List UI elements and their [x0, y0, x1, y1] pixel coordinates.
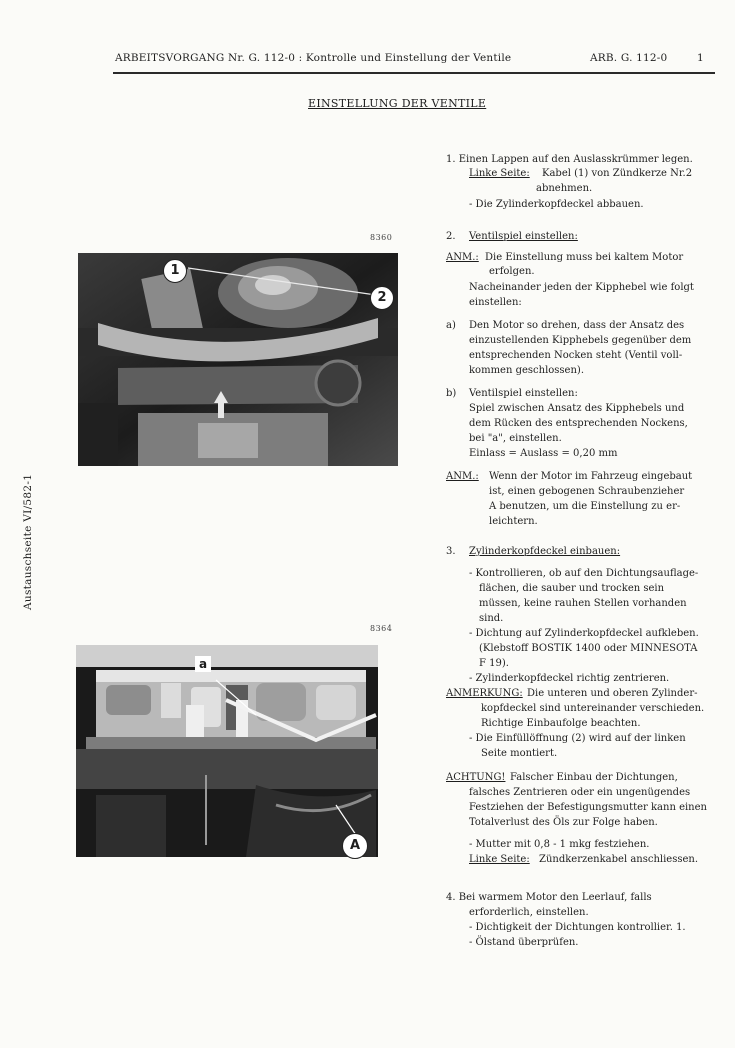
- text-line: flächen, die sauber und trocken sein: [479, 583, 665, 594]
- callout-a: a: [195, 656, 211, 672]
- anmerkung-label: ANMERKUNG:: [446, 688, 523, 699]
- text-line: einzustellenden Kipphebels gegenüber dem: [469, 335, 692, 346]
- callout-1: 1: [163, 259, 187, 283]
- clearance-value: Einlass = Auslass = 0,20 mm: [469, 448, 618, 459]
- text-line: erforderlich, einstellen.: [469, 907, 589, 918]
- text-line: kommen geschlossen).: [469, 365, 584, 376]
- text-line: Die Einstellung muss bei kaltem Motor: [485, 252, 684, 263]
- anm-label-1: ANM.:: [446, 252, 479, 263]
- text-line: Die unteren und oberen Zylinder-: [527, 688, 698, 699]
- label-linke-seite-1: Linke Seite:: [469, 168, 530, 179]
- text-line: Ventilspiel einstellen:: [469, 388, 578, 399]
- figure-ref-8360: 8360: [370, 233, 393, 242]
- text-line: Totalverlust des Öls zur Folge haben.: [469, 817, 658, 828]
- text-line: kopfdeckel sind untereinander verschieden.: [481, 703, 705, 714]
- text-line: Nacheinander jeden der Kipphebel wie folgt: [469, 282, 694, 293]
- step-1: 1. Einen Lappen auf den Auslasskrümmer legen.: [446, 154, 693, 165]
- step-2-number: 2.: [446, 231, 456, 242]
- text-line: Festziehen der Befestigungsmutter kann einen: [469, 802, 707, 813]
- text-line: A benutzen, um die Einstellung zu er-: [489, 501, 681, 512]
- text-line: dem Rücken des entsprechenden Nockens,: [469, 418, 688, 429]
- text-line: F 19).: [479, 658, 509, 669]
- page-number: 1: [697, 52, 704, 64]
- text-line: Wenn der Motor im Fahrzeug eingebaut: [489, 471, 693, 482]
- text-line: - Dichtigkeit der Dichtungen kontrollier. 1.: [469, 922, 686, 933]
- callout-A: A: [342, 833, 368, 859]
- header-code: ARB. G. 112-0: [590, 52, 668, 64]
- item-b-marker: b): [446, 388, 457, 399]
- text-line: Kabel (1) von Zündkerze Nr.2: [542, 168, 693, 179]
- text-line: sind.: [479, 613, 504, 624]
- step-3-number: 3.: [446, 546, 456, 557]
- text-line: erfolgen.: [489, 266, 535, 277]
- achtung-label: ACHTUNG!: [446, 772, 506, 783]
- engine-photo-1: [78, 253, 398, 466]
- text-line: - Kontrollieren, ob auf den Dichtungsauflage-: [469, 568, 699, 579]
- text-line: Falscher Einbau der Dichtungen,: [510, 772, 678, 783]
- text-line: Spiel zwischen Ansatz des Kipphebels und: [469, 403, 685, 414]
- text-line: - Die Zylinderkopfdeckel abbauen.: [469, 199, 644, 210]
- step-2-heading: Ventilspiel einstellen:: [469, 231, 578, 242]
- text-line: leichtern.: [489, 516, 538, 527]
- step-3-heading: Zylinderkopfdeckel einbauen:: [469, 546, 621, 557]
- header-rule: [113, 72, 715, 74]
- callout-2: 2: [370, 286, 394, 310]
- text-line: Richtige Einbaufolge beachten.: [481, 718, 641, 729]
- text-line: ist, einen gebogenen Schraubenzieher: [489, 486, 685, 497]
- page-title: EINSTELLUNG DER VENTILE: [308, 97, 487, 110]
- text-line: Zündkerzenkabel anschliessen.: [539, 854, 699, 865]
- text-line: - Ölstand überprüfen.: [469, 937, 579, 948]
- text-line: müssen, keine rauhen Stellen vorhanden: [479, 598, 687, 609]
- text-line: entsprechenden Nocken steht (Ventil voll-: [469, 350, 683, 361]
- text-line: - Zylinderkopfdeckel richtig zentrieren.: [469, 673, 670, 684]
- text-line: bei "a", einstellen.: [469, 433, 562, 444]
- text-line: (Klebstoff BOSTIK 1400 oder MINNESOTA: [479, 643, 698, 654]
- header-operation: ARBEITSVORGANG Nr. G. 112-0 : Kontrolle und Einstellung der Ventile: [115, 52, 512, 64]
- text-line: einstellen:: [469, 297, 522, 308]
- engine-photo-2: [76, 645, 378, 857]
- torque-value: - Mutter mit 0,8 - 1 mkg festziehen.: [469, 839, 650, 850]
- text-line: abnehmen.: [536, 183, 593, 194]
- label-linke-seite-2: Linke Seite:: [469, 854, 530, 865]
- step-4: 4. Bei warmem Motor den Leerlauf, falls: [446, 892, 652, 903]
- text-line: falsches Zentrieren oder ein ungenügendes: [469, 787, 691, 798]
- side-label: Austauschseite VI/582-1: [22, 473, 34, 610]
- text-line: Seite montiert.: [481, 748, 558, 759]
- anm-label-2: ANM.:: [446, 471, 479, 482]
- text-line: - Dichtung auf Zylinderkopfdeckel aufkleben.: [469, 628, 699, 639]
- text-line: - Die Einfüllöffnung (2) wird auf der linken: [469, 733, 686, 744]
- text-line: Den Motor so drehen, dass der Ansatz des: [469, 320, 685, 331]
- item-a-marker: a): [446, 320, 456, 331]
- figure-ref-8364: 8364: [370, 624, 393, 633]
